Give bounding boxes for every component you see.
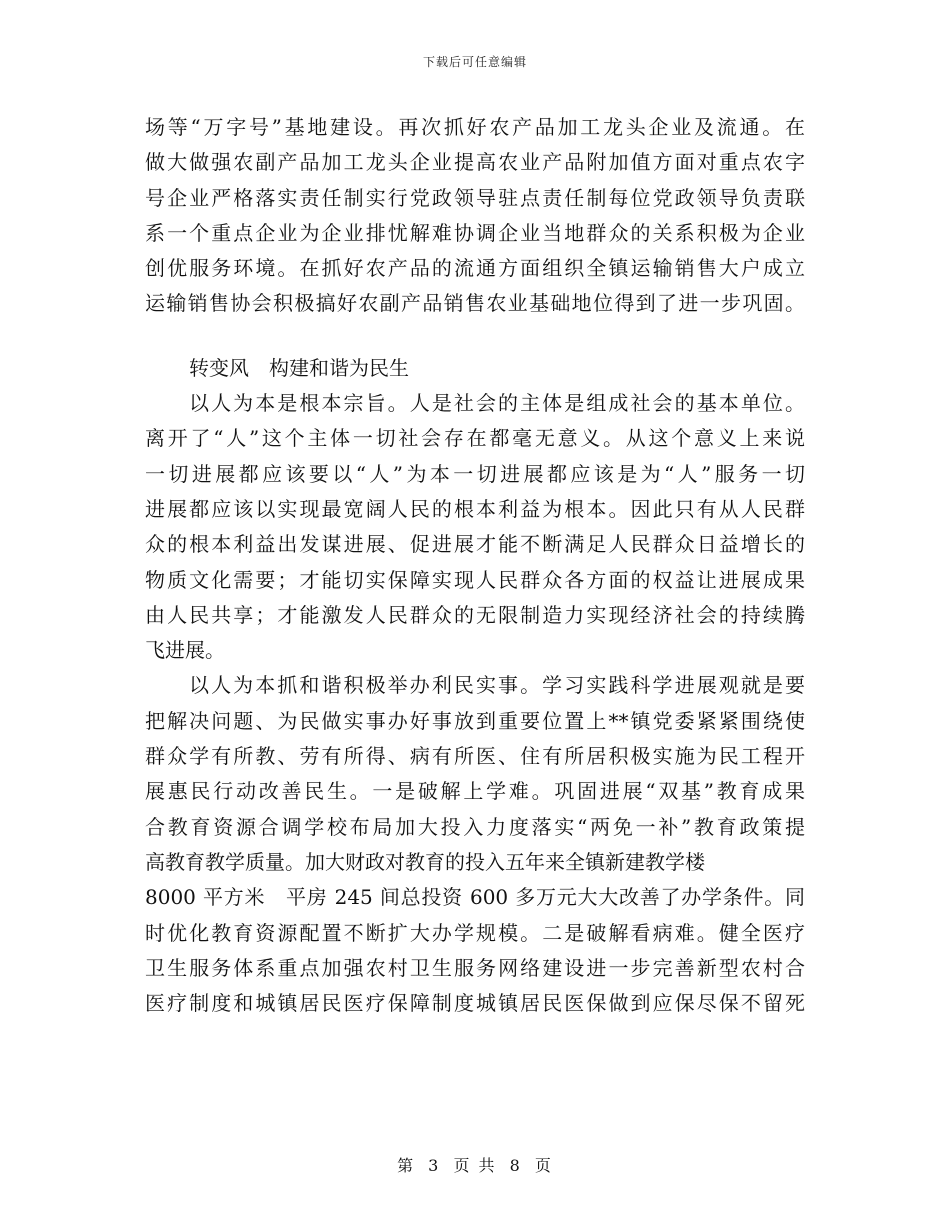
total-page-number: 8 xyxy=(509,1156,522,1175)
text-line: 系一个重点企业为企业排忧解难协调企业当地群众的关系积极为企业 xyxy=(145,220,805,245)
document-body xyxy=(145,110,805,1021)
page-footer xyxy=(0,1153,950,1176)
paragraph-3 xyxy=(145,668,805,1021)
text-line: 场等“万字号”基地建设。再次抓好农产品加工龙头企业及流通。在 xyxy=(145,115,805,139)
text-line: 做大做强农副产品加工龙头企业提高农业产品附加值方面对重点农字 xyxy=(145,150,805,175)
text-line: 时优化教育资源配置不断扩大办学规模。二是破解看病难。健全医疗 xyxy=(145,920,805,945)
text-line: 由人民共享；才能激发人民群众的无限制造力实现经济社会的持续腾 xyxy=(145,602,805,627)
text-line: 8000 平方米 平房 245 间总投资 600 多万元大大改善了办学条件。同 xyxy=(145,885,805,910)
text-line: 以人为本是根本宗旨。人是社会的主体是组成社会的基本单位。 xyxy=(189,391,805,416)
text-line: 飞进展。 xyxy=(145,638,225,663)
text-line: 把解决问题、为民做实事办好事放到重要位置上**镇党委紧紧围绕使 xyxy=(145,708,805,733)
text-line: 卫生服务体系重点加强农村卫生服务网络建设进一步完善新型农村合 xyxy=(145,955,805,980)
text-line: 展惠民行动改善民生。一是破解上学难。巩固进展“双基”教育成果 xyxy=(145,779,805,804)
text-line: 运输销售协会积极搞好农副产品销售农业基础地位得到了进一步巩固。 xyxy=(145,291,805,316)
page-header-note: 下载后可任意编辑 xyxy=(422,55,527,69)
footer-prefix: 第 xyxy=(397,1156,416,1175)
footer-suffix: 页 xyxy=(534,1156,553,1175)
text-line: 进展都应该以实现最宽阔人民的根本利益为根本。因此只有从人民群 xyxy=(145,496,805,521)
text-line: 一切进展都应该要以“人”为本一切进展都应该是为“人”服务一切 xyxy=(145,461,805,486)
text-line: 创优服务环境。在抓好农产品的流通方面组织全镇运输销售大户成立 xyxy=(145,256,805,281)
text-line: 高教育教学质量。加大财政对教育的投入五年来全镇新建教学楼 xyxy=(145,849,705,874)
text-line: 医疗制度和城镇居民医疗保障制度城镇居民医保做到应保尽保不留死 xyxy=(145,991,805,1016)
footer-middle: 页 共 xyxy=(453,1156,497,1175)
current-page-number: 3 xyxy=(428,1156,441,1175)
text-line: 以人为本抓和谐积极举办利民实事。学习实践科学进展观就是要 xyxy=(189,673,805,698)
paragraph-2 xyxy=(145,386,805,668)
paragraph-1 xyxy=(145,110,805,322)
paragraph-gap xyxy=(145,322,805,351)
text-line: 合教育资源合调学校布局加大投入力度落实“两免一补”教育政策提 xyxy=(145,814,805,839)
text-line: 号企业严格落实责任制实行党政领导驻点责任制每位党政领导负责联 xyxy=(145,185,805,210)
text-line: 众的根本利益出发谋进展、促进展才能不断满足人民群众日益增长的 xyxy=(145,532,805,557)
text-line: 群众学有所教、劳有所得、病有所医、住有所居积极实施为民工程开 xyxy=(145,744,805,769)
text-line: 物质文化需要；才能切实保障实现人民群众各方面的权益让进展成果 xyxy=(145,567,805,592)
text-line: 离开了“人”这个主体一切社会存在都毫无意义。从这个意义上来说 xyxy=(145,426,805,451)
section-heading: 转变风 构建和谐为民生 xyxy=(189,355,409,380)
